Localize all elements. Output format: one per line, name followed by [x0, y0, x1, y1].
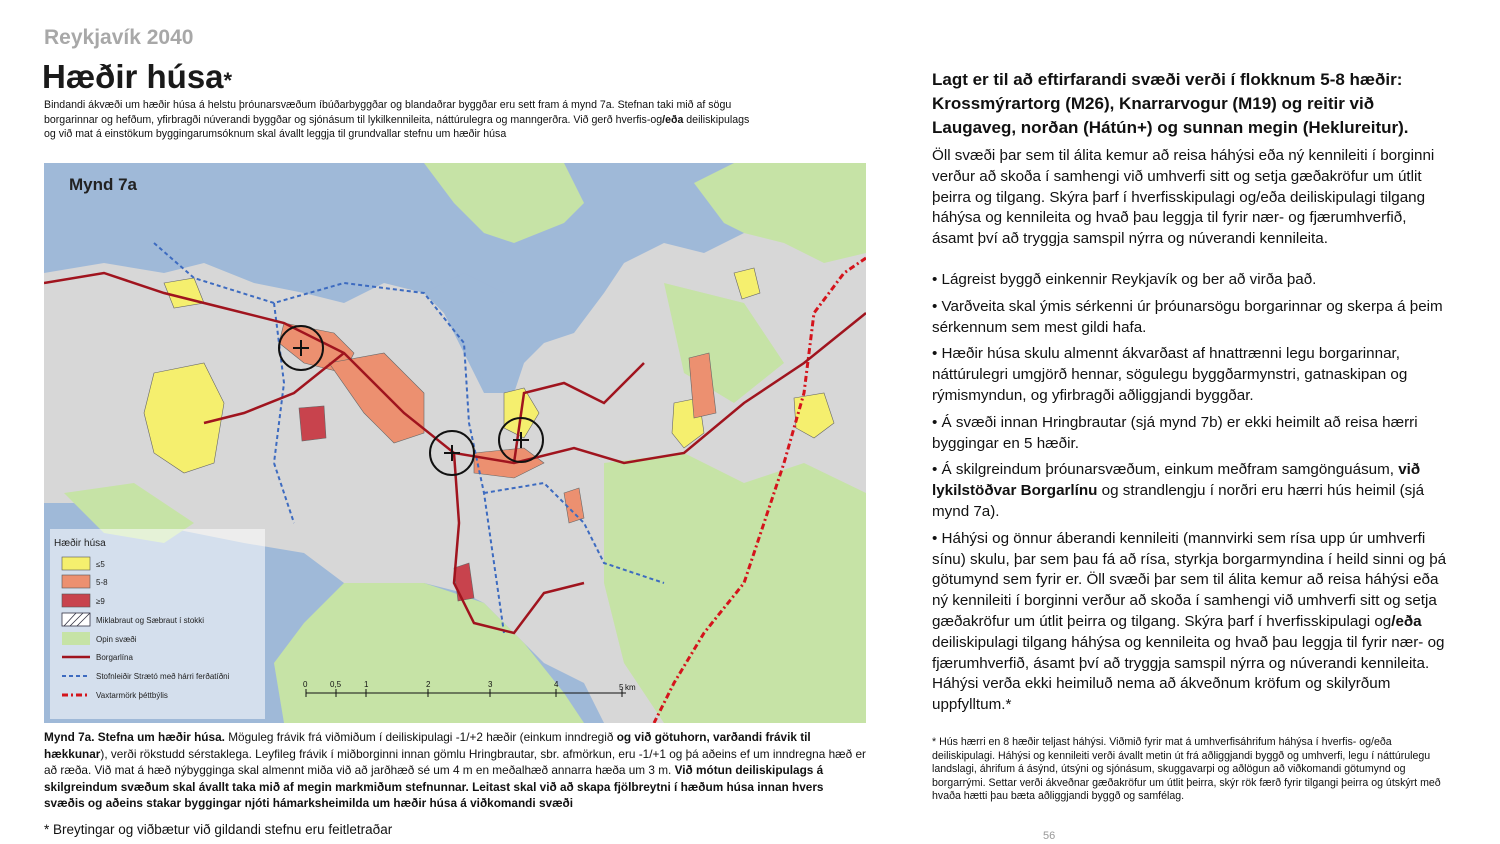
intro-bold: /eða: [662, 113, 684, 126]
scale-label-4: 4: [554, 680, 559, 689]
intro-text-2: deiliskipulags og við mat á einstökum byggingarumsóknum skal ávallt leggja til grundvallar stefnu um hæðir húsa: [44, 113, 750, 140]
caption-bold-1: Mynd 7a. Stefna um hæðir húsa.: [44, 730, 225, 744]
scale-label-1: 1: [364, 680, 369, 689]
bullet-6: [932, 529, 1452, 716]
page-number: 56: [1043, 830, 1056, 842]
changes-footnote: * Breytingar og viðbætur við gildandi stefnu eru feitletraðar: [44, 822, 393, 837]
bullet-4: • Á svæði innan Hringbrautar (sjá mynd 7b) er ekki heimilt að reisa hærri byggingar en 5 hæðir.: [932, 413, 1418, 452]
map-label: Mynd 7a: [69, 175, 138, 194]
scale-label-05: 0,5: [330, 680, 342, 689]
caption-text-1: Möguleg frávik frá viðmiðum í deiliskipulagi -1/+2 hæðir (einkum inndregið: [224, 730, 617, 744]
caption-bold-3: Við mótun deiliskipulags á skilgreindum svæðum skal ávallt taka mið af megin markmiðum stefnunnar. Leitast skal við að skapa fjölbreytni í hæðum húsa innan hvers svæðis og aðeins stakar byggingar njóti hámarksheimilda um hæðir húsa á viðkomandi svæði: [44, 763, 824, 810]
bullet-5-text-c: og strandlengju í norðri eru hærri hús heimil (sjá mynd 7a).: [932, 482, 1425, 520]
bullet-1: • Lágreist byggð einkennir Reykjavík og ber að virða það.: [932, 270, 1317, 288]
legend-title: Hæðir húsa: [54, 538, 106, 549]
legend-label-borgarlina: Borgarlína: [96, 653, 133, 662]
bullet-5: [932, 460, 1452, 522]
bullet-2: • Varðveita skal ýmis sérkenni úr þróunarsögu borgarinnar og skerpa á þeim sérkennum sem mest gildi hafa.: [932, 297, 1443, 336]
bullet-6-text-c: deiliskipulagi tilgang háhýsa og kennileita og hvað þau leggja til fyrir nær- og fjærumhverfið, ásamt því að tryggja samspil nýrra og núverandi kennileita. Háhýsi verða ekki heimiluð nema að ákveðnum kröfum og skilyrðum uppfylltum.*: [932, 633, 1445, 714]
bullet-6-text-a: • Háhýsi og önnur áberandi kennileiti (mannvirki sem rísa upp úr umhverfi sínu) skulu, þar sem þau fá að rísa, styrkja borgarmyndina í heild sinni og þá götumynd sem fyrir er. Öll svæði þar sem til álita kemur að reisa háhýsi eða ný kennileiti í borginni verður að skoða í samhengi við umhverfi sitt og setja gæðakröfur um útlit þeirra og tilgang. Skýra þarf í hverfisskipulagi og: [932, 529, 1447, 630]
scale-label-5: 5: [619, 683, 624, 692]
page-title-text: Hæðir húsa: [42, 58, 224, 95]
legend-label-low: ≤5: [96, 560, 105, 569]
legend-label-tunnel: Miklabraut og Sæbraut í stokki: [96, 616, 205, 625]
legend-label-high: ≥9: [96, 597, 105, 606]
bullet-3: • Hæðir húsa skulu almennt ákvarðast af hnattrænni legu borgarinnar, náttúrulegri umgjörð hennar, sögulegu byggðarmynstri, gatnaskipan og rýmismyndun, og yfirbragði aðliggjandi byggðar.: [932, 345, 1408, 404]
legend-label-green: Opin svæði: [96, 635, 137, 644]
highrise-footnote: * Hús hærri en 8 hæðir teljast háhýsi. Viðmið fyrir mat á umhverfisáhrifum háhýsa í hverfis- og/eða deiliskipulagi. Háhýsi og kennileiti verði ávallt metin út frá aðliggjandi byggð og umhverfi, legu í náttúrulegu landslagi, áhrifum á ásýnd, útsýni og sjónásum, skuggavarpi og aðlögun að viðkomandi götumynd og borgarrými. Settar verði ákveðnar gæðakröfur um útlit þeirra, skýr rök færð fyrir tilgangi þeirra og útskýrt með hvaða hætti þau bæta aðliggjandi byggð og samfélag.: [932, 736, 1441, 803]
bullet-6-bold: /eða: [1391, 612, 1422, 630]
caption-text-2: ), verði rökstudd sérstaklega. Leyfileg frávik í miðborginni innan gömlu Hringbrautar, sbr. afmörkun, eru -1/+1 og þá aðeins ef um inndregna hæð er að ræða. Við mat á hæð nýbygginga skal almennt miða við að jarðhæð sé um 4 m en meðalhæð annarra hæða um 3 m.: [44, 746, 866, 777]
scale-label-0: 0: [303, 680, 308, 689]
scale-label-3: 3: [488, 680, 493, 689]
intro-paragraph: [44, 98, 764, 142]
document-series-title: Reykjavík 2040: [44, 26, 194, 49]
legend-swatch-low: [62, 557, 90, 570]
legend-swatch-mid: [62, 575, 90, 588]
title-asterisk: *: [223, 68, 233, 93]
bullet-5-bold: við lykilstöðvar Borgarlínu: [932, 461, 1421, 500]
legend-label-growth: Vaxtarmörk þéttbýlis: [96, 691, 168, 700]
legend-swatch-green: [62, 632, 90, 645]
policy-intro-paragraph: Öll svæði þar sem til álita kemur að reisa háhýsi eða ný kennileiti í borginni verður að skoða í samhengi við umhverfi sitt og setja gæðakröfur um útlit þeirra og tilgang. Skýra þarf í hverfisskipulagi og/eða deiliskipulagi tilgang háhýsa og kennileita og hvað þau leggja til fyrir nær- og fjærumhverfið, ásamt því að tryggja samspil nýrra og núverandi kennileita.: [932, 147, 1435, 248]
policy-body: [932, 146, 1452, 722]
page-title: [42, 58, 232, 96]
scale-unit: km: [625, 683, 636, 692]
map-caption: [44, 729, 866, 812]
zone-high-1: [299, 406, 326, 441]
legend-label-mid: 5-8: [96, 578, 108, 587]
legend-label-bus: Stofnleiðir Strætó með hárri ferðatíðni: [96, 672, 230, 681]
caption-bold-2: og við götuhorn, varðandi frávik til hækkunar: [44, 730, 811, 761]
map-land-green-east: [604, 453, 866, 723]
height-policy-map: [44, 163, 866, 723]
proposal-heading: Lagt er til að eftirfarandi svæði verði í flokknum 5-8 hæðir: Krossmýrartorg (M26), Knarrarvogur (M19) og reitir við Laugaveg, norðan (Hátún+) og sunnan megin (Heklureitur).: [932, 70, 1409, 137]
intro-text-1: Bindandi ákvæði um hæðir húsa á helstu þróunarsvæðum íbúðarbyggðar og blandaðrar byggðar eru sett fram á mynd 7a. Stefnan taki mið af sögu borgarinnar og hefðum, yfirbragði núverandi byggðar og sjónásum til lykilkennileita, náttúrulegra og manngerðra. Við gerð hverfis-og: [44, 99, 732, 126]
bullet-5-text-a: • Á skilgreindum þróunarsvæðum, einkum meðfram samgönguásum,: [932, 461, 1399, 479]
scale-label-2: 2: [426, 680, 431, 689]
legend-swatch-high: [62, 594, 90, 607]
